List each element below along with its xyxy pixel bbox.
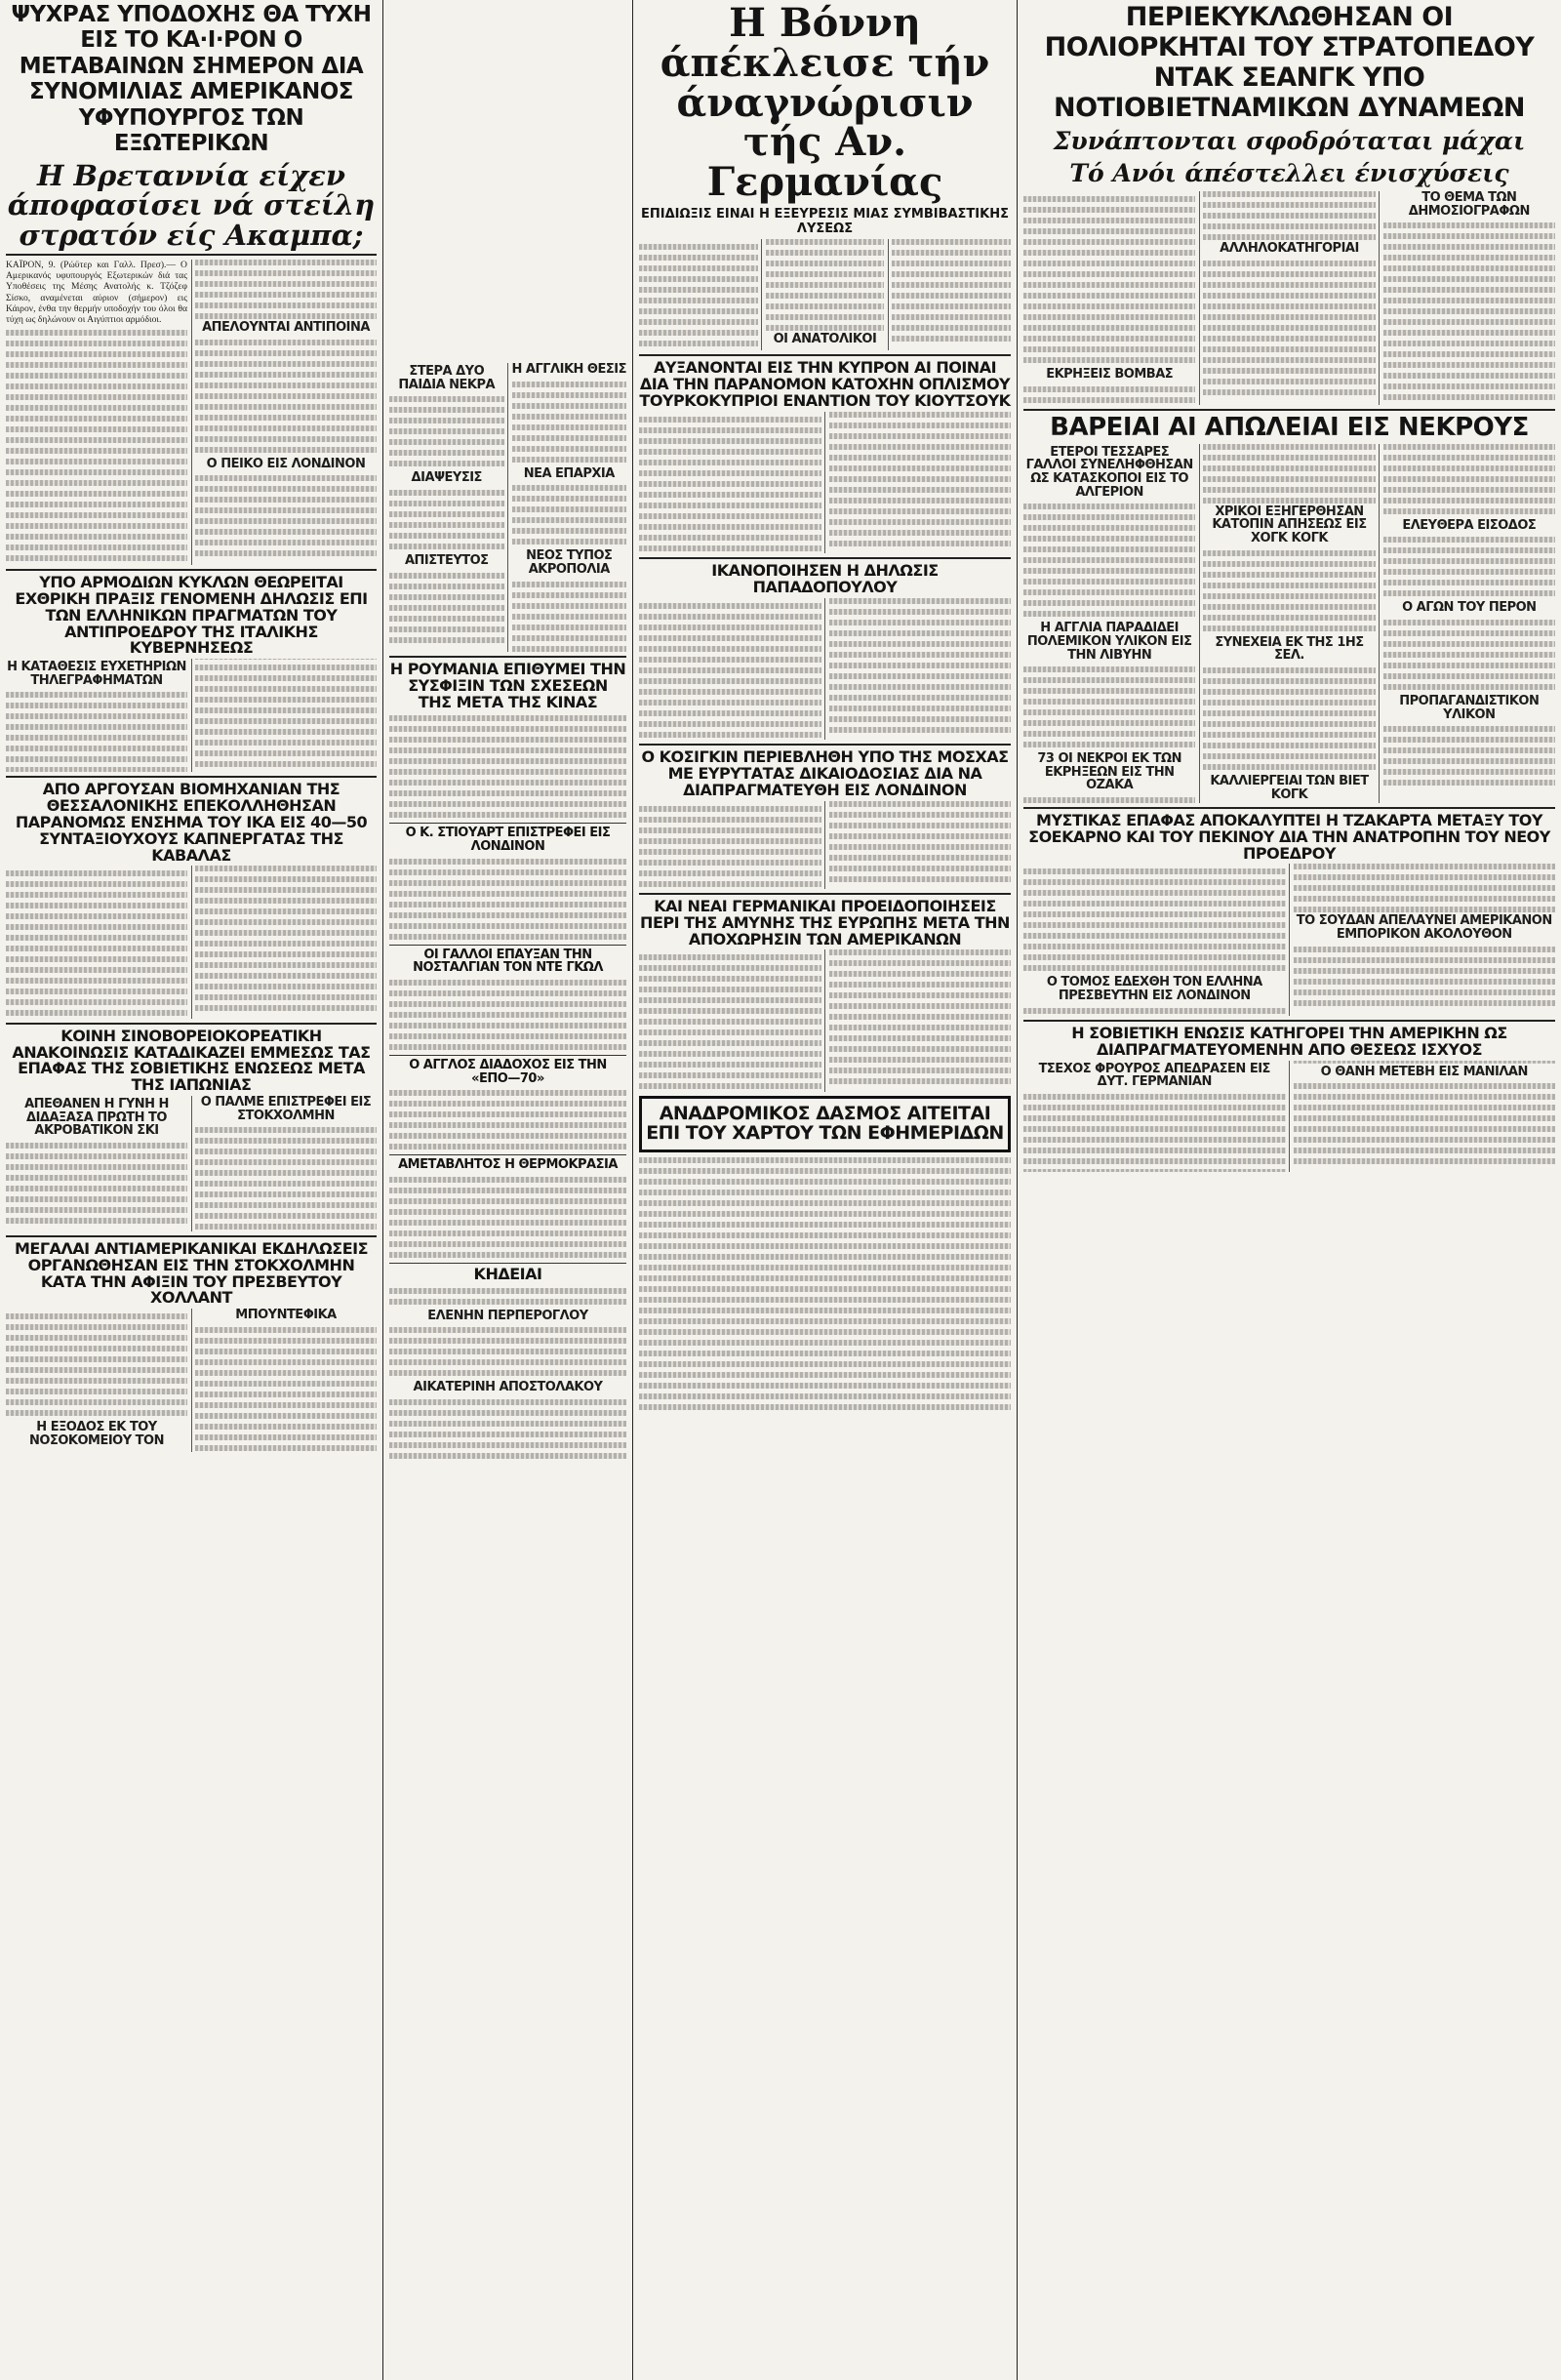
subhead-to-thema: ΤΟ ΘΕΜΑ ΤΩΝ ΔΗΜΟΣΙΟΓΡΑΦΩΝ	[1408, 190, 1530, 219]
article-body	[389, 715, 626, 818]
text-block	[1203, 667, 1375, 770]
divider	[6, 254, 377, 256]
subhead-aggliki: Η ΑΓΓΛΙΚΗ ΘΕΣΙΣ	[511, 362, 626, 377]
text-block	[639, 598, 1011, 741]
article-body	[639, 598, 1011, 741]
text-block	[389, 1090, 626, 1150]
headline-aggelos: Ο ΑΓΓΛΟΣ ΔΙΑΔΟΧΟΣ ΕΙΣ ΤΗΝ «ΕΠΟ—70»	[409, 1058, 607, 1086]
article-body	[1023, 191, 1555, 405]
subhead-agon: Ο ΑΓΩΝ ΤΟΥ ΠΕΡΟΝ	[1402, 600, 1537, 616]
column-3	[633, 0, 1017, 2380]
article-body	[389, 859, 626, 940]
divider	[639, 893, 1011, 895]
subhead-antipoina: ΑΠΕΛΟΥΝΤΑΙ ΑΝΤΙΠΟΙΝΑ	[202, 319, 370, 335]
article-body	[389, 1090, 626, 1150]
subhead-kalamones: ΚΑΛΛΙΕΡΓΕΙΑΙ ΤΩΝ ΒΙΕΤ ΚΟΓΚ	[1210, 773, 1369, 802]
subhead-chrikoi: ΧΡΙΚΟΙ ΕΞΗΓΕΡΘΗΣΑΝ ΚΑΤΟΠΙΝ ΑΠΗΣΕΩΣ ΕΙΣ ΧΟΓΚ ΚΟΓΚ	[1212, 504, 1367, 545]
text-block	[389, 396, 504, 466]
headline-ametavlitos: ΑΜΕΤΑΒΛΗΤΟΣ Η ΘΕΡΜΟΚΡΑΣΙΑ	[398, 1157, 618, 1173]
text-block	[1383, 444, 1555, 514]
text-block	[1383, 537, 1555, 596]
article-body	[639, 801, 1011, 890]
headline-afxanontai: ΑΥΞΑΝΟΝΤΑΙ ΕΙΣ ΤΗΝ ΚΥΠΡΟΝ ΑΙ ΠΟΙΝΑΙ ΔΙΑ ΤΗΝ ΠΑΡΑΝΟΜΟΝ ΚΑΤΟΧΗΝ ΟΠΛΙΣΜΟΥ ΤΟΥΡΚΟΚΥΠΡΙΟΙ ΕΝΑΝΤΙΟΝ ΤΟΥ ΚΙΟΥΤΣΟΥΚ	[639, 358, 1011, 410]
headline-anadromikos: ΑΝΑΔΡΟΜΙΚΟΣ ΔΑΣΜΟΣ ΑΙΤΕΙΤΑΙ ΕΠΙ ΤΟΥ ΧΑΡΤΟΥ ΤΩΝ ΕΦΗΜΕΡΙΔΩΝ	[646, 1102, 1004, 1144]
subhead-exodos: Η ΕΞΟΔΟΣ ΕΚ ΤΟΥ ΝΟΣΟΚΟΜΕΙΟΥ ΤΟΝ ΜΠΟΥΝΤΕΦΙΚΑ	[29, 1308, 337, 1448]
headline-koini: ΚΟΙΝΗ ΣΙΝΟΒΟΡΕΙΟΚΟΡΕΑΤΙΚΗ ΑΝΑΚΟΙΝΩΣΙΣ ΚΑΤΑΔΙΚΑΖΕΙ ΕΜΜΕΣΩΣ ΤΑΣ ΕΠΑΦΑΣ ΤΗΣ ΣΟΒΙΕΤΙΚΗΣ ΕΝΩΣΕΩΣ ΜΕΤΑ ΤΗΣ ΙΑΠΩΝΙΑΣ	[12, 1026, 371, 1095]
article-body	[389, 363, 626, 652]
text-block	[389, 1288, 626, 1305]
text-block	[1203, 261, 1375, 395]
text-block	[639, 412, 1011, 554]
subhead-soudan: ΤΟ ΣΟΥΔΑΝ ΑΠΕΛΑΥΝΕΙ ΑΜΕΡΙΚΑΝΟΝ ΕΜΠΟΡΙΚΟΝ ΑΚΟΛΟΥΘΟΝ	[1296, 913, 1552, 943]
divider	[1023, 409, 1555, 411]
text-block	[389, 1399, 626, 1459]
headline-kai-neai: ΚΑΙ ΝΕΑΙ ΓΕΡΜΑΝΙΚΑΙ ΠΡΟΕΙΔΟΠΟΙΗΣΕΙΣ ΠΕΡΙ ΤΗΣ ΑΜΥΝΗΣ ΤΗΣ ΕΥΡΩΠΗΣ ΜΕΤΑ ΤΗΝ ΑΠΟΧΩΡΗΣΙΝ ΤΩΝ ΑΜΕΡΙΚΑΝΩΝ	[640, 897, 1010, 948]
article-body	[1023, 1061, 1555, 1172]
text-block	[1383, 222, 1555, 400]
text-block	[389, 980, 626, 1050]
text-block	[1294, 1083, 1556, 1164]
lead-headline-ntak-seang: ΠΕΡΙΕΚΥΚΛΩΘΗΣΑΝ ΟΙ ΠΟΛΙΟΡΚΗΤΑΙ ΤΟΥ ΣΤΡΑΤΟΠΕΔΟΥ ΝΤΑΚ ΣΕΑΝΓΚ ΥΠΟ ΝΟΤΙΟΒΙΕΤΝΑΜΙΚΩΝ ΔΥΝΑΜΕΩΝ	[1044, 2, 1535, 124]
boxed-headline	[639, 1096, 1011, 1152]
article-body	[639, 239, 1011, 350]
text-block	[389, 715, 626, 818]
text-block	[1023, 504, 1195, 617]
article-body	[639, 1157, 1011, 1410]
text-block	[389, 859, 626, 940]
column-4	[1018, 0, 1561, 2380]
lead-headline-bonn: Η Βόννη άπέκλεισε τήν άναγνώρισιν τής Αν. Γερμανίας	[660, 0, 990, 206]
divider	[639, 744, 1011, 746]
text-block	[892, 239, 1011, 342]
divider	[1023, 1020, 1555, 1022]
article-body	[6, 866, 377, 1019]
article-body	[6, 1309, 377, 1451]
divider	[6, 1023, 377, 1025]
lead-subheadline-battles: Συνάπτονται σφοδρόταται μάχαι	[1053, 127, 1526, 156]
text-block	[1203, 550, 1375, 631]
text-block	[1383, 620, 1555, 690]
text-block	[389, 490, 504, 549]
divider	[6, 1235, 377, 1237]
headline-armodioi: ΥΠΟ ΑΡΜΟΔΙΩΝ ΚΥΚΛΩΝ ΘΕΩΡΕΙΤΑΙ ΕΧΘΡΙΚΗ ΠΡΑΞΙΣ ΓΕΝΟΜΕΝΗ ΔΗΛΩΣΙΣ ΕΠΙ ΤΩΝ ΕΛΛΗΝΙΚΩΝ ΠΡΑΓΜΑΤΩΝ ΤΟΥ ΑΝΤΙΠΡΟΕΔΡΟΥ ΤΗΣ ΙΤΑΛΙΚΗΣ ΚΥΒΕΡΝΗΣΕΩΣ	[15, 573, 368, 658]
headline-vareiai: ΒΑΡΕΙΑΙ ΑΙ ΑΠΩΛΕΙΑΙ ΕΙΣ ΝΕΚΡΟΥΣ	[1050, 413, 1529, 443]
headline-kosygin: Ο ΚΟΣΙΓΚΙΝ ΠΕΡΙΕΒΛΗΘΗ ΥΠΟ ΤΗΣ ΜΟΣΧΑΣ ΜΕ ΕΥΡΥΤΑΤΑΣ ΔΙΚΑΙΟΔΟΣΙΑΣ ΔΙΑ ΝΑ ΔΙΑΠΡΑΓΜΑΤΕΥΘΗ ΕΙΣ ΛΟΝΔΙΝΟΝ	[641, 747, 1009, 799]
article-body	[389, 980, 626, 1050]
text-block	[1023, 196, 1195, 363]
headline-mystikas: ΜΥΣΤΙΚΑΣ ΕΠΑΦΑΣ ΑΠΟΚΑΛΥΠΤΕΙ Η ΤΖΑΚΑΡΤΑ ΜΕΤΑΞΥ ΤΟΥ ΣΟΕΚΑΡΝΟ ΚΑΙ ΤΟΥ ΠΕΚΙΝΟΥ ΔΙΑ ΤΗΝ ΑΝΑΤΡΟΠΗΝ ΤΟΥ ΝΕΟΥ ΠΡΟΕΔΡΟΥ	[1028, 811, 1550, 863]
subhead-london: Ο ΠΕΙΚΟ ΕΙΣ ΛΟΝΔΙΝΟΝ	[206, 456, 366, 471]
divider	[6, 776, 377, 778]
subhead-eteroi: ΕΤΕΡΟΙ ΤΕΣΣΑΡΕΣ ΓΑΛΛΟΙ ΣΥΝΕΛΗΦΘΗΣΑΝ ΩΣ ΚΑΤΑΣΚΟΠΟΙ ΕΙΣ ΤΟ ΑΛΓΕΡΙΟΝ	[1025, 444, 1193, 500]
lead-dek-bonn: ΕΠΙΔΙΩΞΙΣ ΕΙΝΑΙ Η ΕΞΕΥΡΕΣΙΣ ΜΙΑΣ ΣΥΜΒΙΒΑΣΤΙΚΗΣ ΛΥΣΕΩΣ	[641, 206, 1009, 236]
text-block	[195, 1327, 377, 1451]
text-block	[195, 1127, 377, 1230]
text-block	[6, 866, 377, 1019]
obit-name-eleni: ΕΛΕΝΗΝ ΠΕΡΠΕΡΟΓΛΟΥ	[427, 1308, 588, 1323]
subhead-73: 73 ΟΙ ΝΕΚΡΟΙ ΕΚ ΤΩΝ ΕΚΡΗΞΕΩΝ ΕΙΣ ΤΗΝ ΟΖΑΚΑ	[1037, 751, 1181, 793]
subhead-synecheia: ΣΥΝΕΧΕΙΑ ΕΚ ΤΗΣ 1ΗΣ ΣΕΛ.	[1215, 634, 1364, 664]
subhead-palme: Ο ΠΑΛΜΕ ΕΠΙΣΤΡΕΦΕΙ ΕΙΣ ΣΤΟΚΧΟΛΜΗΝ	[200, 1094, 372, 1123]
text-block	[389, 1327, 626, 1376]
text-block	[639, 1157, 1011, 1410]
text-block	[1383, 726, 1555, 786]
text-block	[389, 1177, 626, 1258]
obituaries	[389, 1288, 626, 1459]
headline-ikanopoiisen: ΙΚΑΝΟΠΟΙΗΣΕΝ Η ΔΗΛΩΣΙΣ ΠΑΠΑΔΟΠΟΥΛΟΥ	[711, 561, 939, 596]
article-body	[6, 1096, 377, 1231]
subhead-apethanen: ΑΠΕΘΑΝΕΝ Η ΓΥΝΗ Η ΔΙΔΑΞΑΣΑ ΠΡΩΤΗ ΤΟ ΑΚΡΟΒΑΤΙΚΟΝ ΣΚΙ	[24, 1096, 169, 1139]
article-body	[1023, 444, 1555, 803]
text-block	[1023, 868, 1286, 971]
obit-name-aikaterini: ΑΙΚΑΤΕΡΙΝΗ ΑΠΟΣΤΟΛΑΚΟΥ	[413, 1380, 603, 1395]
subhead-apisteftos: ΑΠΙΣΤΕΥΤΟΣ	[404, 552, 489, 568]
headline-soviet: Η ΣΟΒΙΕΤΙΚΗ ΕΝΩΣΙΣ ΚΑΤΗΓΟΡΕΙ ΤΗΝ ΑΜΕΡΙΚΗΝ ΩΣ ΔΙΑΠΡΑΓΜΑΤΕΥΟΜΕΝΗΝ ΑΠΟ ΘΕΣΕΩΣ ΙΣΧΥΟΣ	[1071, 1024, 1507, 1060]
article-body	[6, 260, 377, 565]
text-block	[1294, 947, 1556, 1006]
text-block	[512, 582, 627, 652]
text-block	[6, 1143, 187, 1224]
headline-roumania: Η ΡΟΥΜΑΝΙΑ ΕΠΙΘΥΜΕΙ ΤΗΝ ΣΥΣΦΙΞΙΝ ΤΩΝ ΣΧΕΣΕΩΝ ΤΗΣ ΜΕΤΑ ΤΗΣ ΚΙΝΑΣ	[389, 660, 626, 711]
headline-gallo: ΟΙ ΓΑΛΛΟΙ ΕΠΑΥΞΑΝ ΤΗΝ ΝΟΣΤΑΛΓΙΑΝ ΤΟΝ ΝΤΕ ΓΚΩΛ	[413, 947, 603, 976]
subhead-thani: Ο ΘΑΝΗ ΜΕΤΕΒΗ ΕΙΣ ΜΑΝΙΛΑΝ	[1320, 1064, 1528, 1079]
subhead-allilokatigoriai: ΑΛΛΗΛΟΚΑΤΗΓΟΡΙΑΙ	[1220, 241, 1359, 257]
divider	[6, 569, 377, 571]
divider	[639, 557, 1011, 559]
text-block	[1023, 666, 1195, 747]
divider	[1023, 807, 1555, 809]
article-body	[1023, 864, 1555, 1016]
article-body	[6, 659, 377, 772]
subhead-tomos: Ο ΤΟΜΟΣ ΕΔΕΧΘΗ ΤΟΝ ΕΛΛΗΝΑ ΠΡΕΣΒΕΥΤΗΝ ΕΙΣ ΛΟΝΔΙΝΟΝ	[1046, 975, 1262, 1004]
divider	[639, 354, 1011, 356]
subhead-eleftera: ΕΛΕΥΘΕΡΑ ΕΙΣΟΔΟΣ	[1402, 517, 1537, 533]
text-block	[512, 382, 627, 463]
subhead-ekriseis: ΕΚΡΗΞΕΙΣ ΒΟΜΒΑΣ	[1046, 367, 1174, 383]
text-block	[195, 475, 377, 556]
article-body	[639, 949, 1011, 1092]
text-block	[639, 801, 1011, 890]
headline-argousan: ΑΠΟ ΑΡΓΟΥΣΑΝ ΒΙΟΜΗΧΑΝΙΑΝ ΤΗΣ ΘΕΣΣΑΛΟΝΙΚΗΣ ΕΠΕΚΟΛΛΗΘΗΣΑΝ ΠΑΡΑΝΟΜΩΣ ΕΝΣΗΜΑ ΤΟΥ ΙΚΑ ΕΙΣ 40—50 ΣΥΝΤΑΞΙΟΥΧΟΥΣ ΚΑΠΝΕΡΓΑΤΑΣ ΤΗΣ ΚΑΒΑΛΑΣ	[15, 780, 368, 865]
subhead-anatolikoi: ΟΙ ΑΝΑΤΟΛΙΚΟΙ	[773, 331, 877, 346]
subhead-stera: ΣΤΕΡΑ ΔΥΟ ΠΑΙΔΙΑ ΝΕΚΡΑ	[398, 364, 496, 392]
subhead-diapsefsis: ΔΙΑΨΕΥΣΙΣ	[411, 470, 482, 486]
headline-megalai: ΜΕΓΑΛΑΙ ΑΝΤΙΑΜΕΡΙΚΑΝΙΚΑΙ ΕΚΔΗΛΩΣΕΙΣ ΟΡΓΑΝΩΘΗΣΑΝ ΕΙΣ ΤΗΝ ΣΤΟΚΧΟΛΜΗΝ ΚΑΤΑ ΤΗΝ ΑΦΙΞΙΝ ΤΟΥ ΠΡΕΣΒΕΥΤΟΥ ΧΟΛΛΑΝΤ	[14, 1239, 369, 1308]
text-block	[389, 573, 504, 643]
text-block	[639, 949, 1011, 1092]
headline-stouart: Ο Κ. ΣΤΙΟΥΑΡΤ ΕΠΙΣΤΡΕΦΕΙ ΕΙΣ ΛΟΝΔΙΝΟΝ	[405, 826, 611, 855]
dateline-cairo: ΚΑΪΡΟΝ, 9. (Ρώϋτερ και Γαλλ. Πρεσ).— Ο Αμερικανός υφυπουργός Εξωτερικών διά τας Υποθέσεις της Μέσης Ανατολής κ. Τζόζεφ Σίσκο, αναμένεται αύριον (σήμερον) εις Κάιρον, ένθα την θερμήν υποδοχήν του όλοι θα τύχη ως δηλώνουν οι Αιγύπτιοι αρμόδιοι.	[6, 259, 187, 325]
subhead-nea-eparchia: ΝΕΑ ΕΠΑΡΧΙΑ	[523, 465, 615, 481]
column-1	[0, 0, 382, 2380]
subhead-tsechos: ΤΣΕΧΟΣ ΦΡΟΥΡΟΣ ΑΠΕΔΡΑΣΕΝ ΕΙΣ ΔΥΤ. ΓΕΡΜΑΝΙΑΝ	[1038, 1061, 1270, 1090]
article-body	[389, 1177, 626, 1258]
subhead-neos-typos: ΝΕΟΣ ΤΥΠΟΣ ΑΚΡΟΠΟΛΙΑ	[526, 548, 613, 577]
article-body	[639, 412, 1011, 554]
lead-subheadline-akaba: Η Βρεταννία είχεν άποφασίσει νά στείλη στρατόν είς Ακαμπα;	[7, 158, 376, 252]
subhead-katadexis: Η ΚΑΤΑΘΕΣΙΣ ΕΥΧΕΤΗΡΙΩΝ ΤΗΛΕΓΡΑΦΗΜΑΤΩΝ	[7, 660, 186, 688]
lead-headline-cairo: ΨΥΧΡΑΣ ΥΠΟΔΟΧΗΣ ΘΑ ΤΥΧΗ ΕΙΣ ΤΟ ΚΑ·Ι·ΡΟΝ Ο ΜΕΤΑΒΑΙΝΩΝ ΣΗΜΕΡΟΝ ΔΙΑ ΣΥΝΟΜΙΛΙΑΣ ΑΜΕΡΙΚΑΝΟΣ ΥΦΥΠΟΥΡΓΟΣ ΤΩΝ ΕΞΩΤΕΡΙΚΩΝ	[11, 2, 372, 157]
lead-subheadline-hanoi: Τό Ανόι άπέστελλει ένισχύσεις	[1069, 159, 1509, 188]
column-2	[383, 0, 632, 2380]
divider	[389, 656, 626, 658]
headline-kideiai: ΚΗΔΕΙΑΙ	[473, 1264, 542, 1283]
text-block	[6, 1313, 187, 1416]
text-block	[512, 485, 627, 545]
subhead-agglaia: Η ΑΓΓΛΙΑ ΠΑΡΑΔΙΔΕΙ ΠΟΛΕΜΙΚΟΝ ΥΛΙΚΟΝ ΕΙΣ ΤΗΝ ΛΙΒΥΗΝ	[1026, 621, 1192, 663]
subhead-propaganda: ΠΡΟΠΑΓΑΝΔΙΣΤΙΚΟΝ ΥΛΙΚΟΝ	[1399, 693, 1540, 722]
text-block	[195, 340, 377, 453]
